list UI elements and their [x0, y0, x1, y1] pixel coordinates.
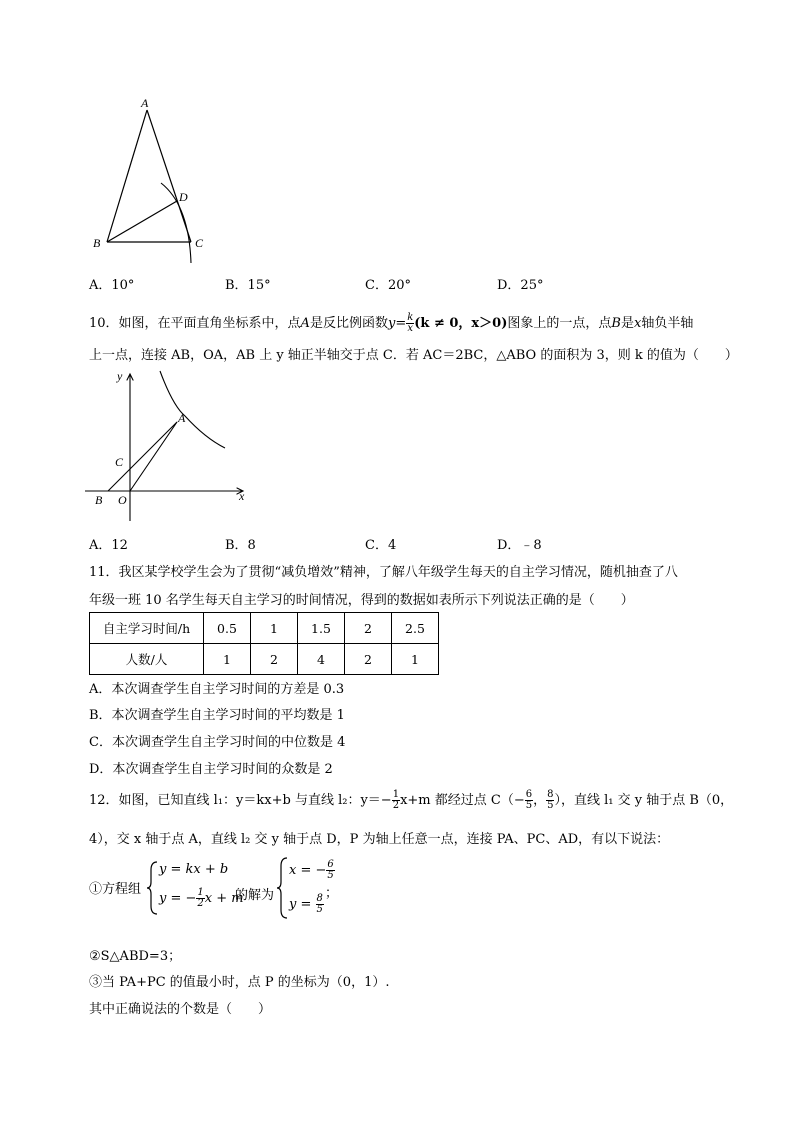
q12-fraction — [392, 790, 400, 811]
q12-text: ， — [533, 793, 547, 808]
table-header-cell: 自主学习时间/h — [90, 613, 204, 644]
q10-func-cond: (k ≠ 0，x＞0) — [414, 316, 508, 331]
q11-option-d[interactable]: D．本次调查学生自主学习时间的众数是 2 — [89, 762, 333, 777]
q10-text: 是反比例函数 — [309, 316, 388, 331]
q10-text: 图象上的一点，点 — [507, 316, 612, 331]
q12-text: 12．如图，已知直线 l₁：y＝kx+b 与直线 l₂：y＝− — [89, 793, 392, 808]
label-C: C — [115, 455, 124, 469]
system-eq2-fraction — [196, 888, 204, 909]
q9-option-d[interactable]: D．25° — [497, 278, 544, 293]
solution-y-fraction — [316, 894, 324, 915]
q10-func-k: k — [407, 312, 414, 323]
solution-y — [289, 894, 324, 915]
axis-label-x: x — [239, 489, 245, 503]
q10-text: 10．如图，在平面直角坐标系中，点 — [89, 316, 301, 331]
fraction-den: 5 — [547, 800, 554, 811]
solution-y-part: y = — [289, 897, 316, 912]
q11-option-a[interactable]: A．本次调查学生自主学习时间的方差是 0.3 — [89, 682, 345, 697]
label-C: C — [195, 236, 204, 250]
solution-x-part: x = − — [289, 863, 327, 878]
solution-x — [289, 860, 335, 881]
q11-option-c[interactable]: C．本次调查学生自主学习时间的中位数是 4 — [89, 735, 346, 750]
q10-option-b[interactable]: B．8 — [225, 538, 256, 553]
table-cell: 2 — [251, 644, 298, 675]
fraction-num: 8 — [316, 893, 323, 904]
q10-line2: 上一点，连接 AB，OA，AB 上 y 轴正半轴交于点 C．若 AC＝2BC，△ABO 的面积为 3，则 k 的值为（ ） — [89, 348, 738, 363]
q9-option-a[interactable]: A．10° — [89, 278, 135, 293]
fraction-den: 5 — [525, 800, 533, 811]
left-brace-icon — [147, 860, 159, 916]
label-O: O — [118, 493, 127, 507]
table-header-cell: 人数/人 — [90, 644, 204, 675]
axis-label-y: y — [117, 369, 123, 383]
q10-func-eq: = — [395, 316, 407, 331]
solution-x-fraction — [326, 860, 334, 881]
q11-line2: 年级一班 10 名学生每天自主学习的时间情况，得到的数据如表所示下列说法正确的是（ ） — [89, 593, 634, 608]
q10-point-a: A — [300, 316, 310, 331]
table-cell: 1 — [251, 613, 298, 644]
table-cell: 2 — [345, 613, 392, 644]
fraction-num: 6 — [525, 789, 533, 800]
q10-option-c[interactable]: C．4 — [365, 538, 397, 553]
q10-text: 是 — [620, 316, 634, 331]
table-cell: 1.5 — [298, 613, 345, 644]
q12-text: ），直线 l₁ 交 y 轴于点 B（0， — [554, 793, 734, 808]
left-brace-icon — [277, 856, 289, 920]
table-cell: 2 — [345, 644, 392, 675]
q10-text: 轴负半轴 — [641, 316, 694, 331]
fraction-den: 2 — [392, 800, 400, 811]
q10-func-y: y — [387, 316, 396, 331]
fraction-den: 2 — [197, 898, 204, 909]
fraction-num: 1 — [197, 887, 204, 898]
q10-line1 — [89, 312, 693, 334]
table-cell: 1 — [392, 644, 439, 675]
q10-point-b: B — [611, 316, 621, 331]
q12-question: 其中正确说法的个数是（ ） — [89, 1002, 272, 1017]
q12-text: x+m 都经过点 C（− — [400, 793, 525, 808]
system-eq2 — [159, 888, 244, 909]
q12-fraction — [525, 790, 533, 811]
q9-option-b[interactable]: B．15° — [225, 278, 271, 293]
study-time-table — [89, 612, 439, 675]
fraction-den: 5 — [327, 870, 334, 881]
table-row — [90, 644, 439, 675]
label-D: D — [179, 190, 188, 204]
label-B: B — [95, 493, 103, 507]
q10-func-x: x — [407, 323, 414, 334]
q11-option-b[interactable]: B．本次调查学生自主学习时间的平均数是 1 — [89, 708, 345, 723]
system-eq2-part: x + m — [204, 891, 244, 906]
label-A: A — [178, 411, 186, 425]
q12-item1-prefix: ①方程组 — [89, 882, 142, 897]
table-cell: 4 — [298, 644, 345, 675]
label-A: A — [141, 96, 149, 110]
table-cell: 0.5 — [204, 613, 251, 644]
q11-line1: 11．我区某学校学生会为了贯彻“减负增效”精神，了解八年级学生每天的自主学习情况，随机抽查了八 — [89, 565, 678, 580]
system-eq1: y = kx + b — [159, 862, 229, 877]
q12-item1-end: ； — [325, 886, 339, 901]
q9-option-c[interactable]: C．20° — [365, 278, 411, 293]
q12-line1 — [89, 789, 733, 811]
q10-option-d[interactable]: D．﹣8 — [497, 538, 542, 553]
table-row — [90, 613, 439, 644]
q10-axis-x: x — [633, 316, 642, 331]
q12-item2: ②S△ABD=3； — [89, 949, 182, 964]
q12-item1-mid: 的解为 — [235, 888, 275, 903]
label-B: B — [93, 236, 101, 250]
fraction-num: 8 — [547, 789, 554, 800]
fraction-den: 5 — [316, 904, 323, 915]
table-cell: 1 — [204, 644, 251, 675]
system-eq2-part: y = − — [159, 891, 197, 906]
fraction-num: 1 — [392, 789, 400, 800]
triangle-figure — [85, 95, 215, 265]
coordinate-figure — [85, 366, 255, 526]
q12-item1 — [89, 856, 419, 920]
q12-line2: 4），交 x 轴于点 A，直线 l₂ 交 y 轴于点 D，P 为轴上任意一点，连接 PA、PC、AD，有以下说法： — [89, 832, 670, 847]
q12-item3: ③当 PA+PC 的值最小时，点 P 的坐标为（0，1）. — [89, 975, 390, 990]
fraction-num: 6 — [327, 859, 334, 870]
table-cell: 2.5 — [392, 613, 439, 644]
q10-option-a[interactable]: A．12 — [89, 538, 128, 553]
